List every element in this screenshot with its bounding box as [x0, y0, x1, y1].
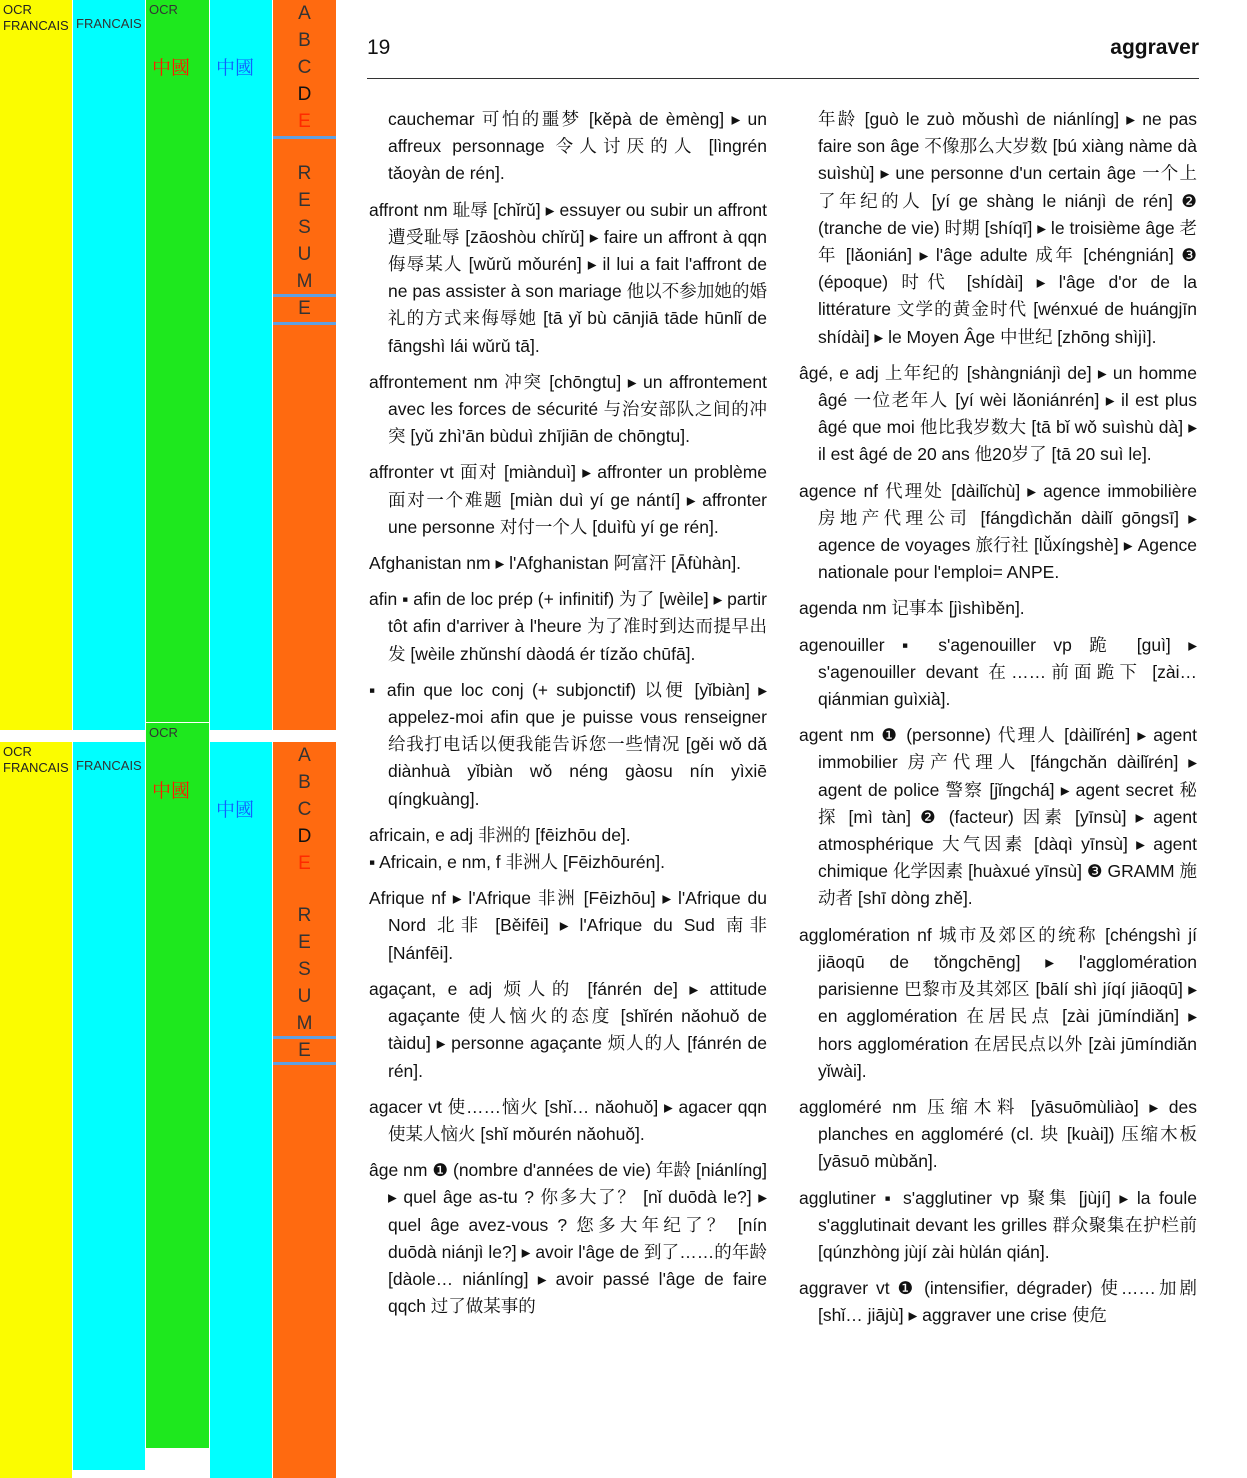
sidebar-francais-lower[interactable] [73, 742, 145, 1470]
letter-a-lower[interactable]: A [298, 745, 311, 766]
entry-age: âge nm ❶ (nombre d'années de vie) 年龄 [niánlíng] ▸ quel âge as-tu ? 你多大了？ [nǐ duōdà le?] ▸ quel âge avez-vous ? 您多大年纪了？ [nín duōdà niánjì le?] ▸ avoir l'âge de 到了……的年龄 [dàole… niánlíng] ▸ avoir passé l'âge de faire qqch 过了做某事的 [369, 1160, 767, 1317]
resume-letters-lower [273, 902, 336, 1064]
separator-resume-bottom-lower [273, 1062, 336, 1065]
entry-aggraver: aggraver vt ❶ (intensifier, dégrader) 使……加剧 [shǐ… jiājù] ▸ aggraver une crise 使危 [799, 1278, 1197, 1326]
separator-resume-mid [273, 294, 336, 297]
entry-agence: agence nf 代理处 [dàilǐchù] ▸ agence immobilière 房地产代理公司 [fángdìchǎn dàilǐ gōngsī] ▸ agence de voyages 旅行社 [lǚxíngshè] ▸ Agence nationale pour l'emploi= ANPE. [799, 480, 1197, 583]
entry-agacant: agaçant, e adj 烦人的 [fánrén de] ▸ attitude agaçante 使人恼火的态度 [shǐrén nǎohuǒ de tàidu] ▸ personne agaçante 烦人的人 [fánrén de rén]. [369, 978, 767, 1081]
ocr-label-lower: OCR [149, 725, 178, 740]
left-column [369, 106, 767, 1329]
resume-letter-e-lower[interactable]: E [298, 932, 311, 953]
zhongguo-red-label: 中國 [152, 57, 191, 79]
francais-label: FRANCAIS [76, 16, 142, 31]
letter-c[interactable]: C [297, 57, 312, 78]
entry-age-cont: 年龄 [guò le zuò mǒushì de niánlíng] ▸ ne pas faire son âge 不像那么大岁数 [bú xiàng nàme dà suìshù] ▸ une personne d'un certain âge 一个上了年纪的人 [yí ge shàng le niánjì de rén] ❷ (tranche de vie) 时期 [shíqī] ▸ le troisième âge 老年 [lǎonián] ▸ l'âge adulte 成年 [chéngnián] ❸ (époque) 时代 [shídài] ▸ l'âge d'or de la littérature 文学的黄金时代 [wénxué de huángjīn shídài] ▸ le Moyen Âge 中世纪 [zhōng shìjì]. [818, 109, 1197, 347]
entry-agglomeration: agglomération nf 城市及郊区的统称 [chéngshì jí jiāoqū de tǒngchēng] ▸ l'agglomération parisienne 巴黎市及其郊区 [bālí shì jíqí jiāoqū] ▸ en agglomération 在居民点 [zài jūmíndiǎn] ▸ hors agglomération 在居民点以外 [zài jūmíndiǎn yǐwài]. [799, 924, 1197, 1081]
entry-affronter: affronter vt 面对 [miànduì] ▸ affronter un problème 面对一个难题 [miàn duì yí ge nántí] ▸ affronter une personne 对付一个人 [duìfù yí ge rén]. [369, 462, 767, 537]
resume-letter-s[interactable]: S [298, 217, 311, 238]
resume-letter-m-lower[interactable]: M [296, 1013, 313, 1034]
sidebar-francais-upper[interactable] [73, 0, 145, 730]
ocr-francais-label: OCR FRANCAIS [3, 2, 69, 33]
alphabet-letters [273, 0, 336, 135]
letter-e-lower[interactable]: E [298, 853, 311, 874]
ocr-label: OCR [149, 2, 178, 17]
header-rule [367, 78, 1199, 79]
resume-letter-u-lower[interactable]: U [297, 986, 312, 1007]
sidebar-zhongguo-upper[interactable] [210, 0, 272, 730]
resume-letter-r[interactable]: R [297, 163, 312, 184]
ocr-francais-label-lower: OCR FRANCAIS [3, 744, 69, 775]
entry-affrontement: affrontement nm 冲突 [chōngtu] ▸ un affrontement avec les forces de sécurité 与治安部队之间的冲突 [yǔ zhì'ān bùduì zhījiān de chōngtu]. [369, 371, 767, 447]
sidebar-ocr-francais-upper[interactable] [0, 0, 72, 730]
page-number: 19 [367, 36, 391, 59]
zhongguo-blue-label-lower: 中國 [216, 799, 255, 821]
letter-a[interactable]: A [298, 3, 311, 24]
entry-agacer: agacer vt 使……恼火 [shǐ… nǎohuǒ] ▸ agacer qqn 使某人恼火 [shǐ mǒurén nǎohuǒ]. [369, 1096, 767, 1144]
entry-africain: africain, e adj 非洲的 [fēizhōu de]. [369, 824, 631, 845]
alphabet-letters-lower [273, 742, 336, 877]
entry-agenouiller: agenouiller ▪ s'agenouiller vp 跪 [guì] ▸ s'agenouiller devant 在……前面跪下 [zài… qiánmian guìxià]. [799, 634, 1197, 710]
resume-letter-s-lower[interactable]: S [298, 959, 311, 980]
dictionary-page [343, 0, 1247, 1478]
resume-letter-r-lower[interactable]: R [297, 905, 312, 926]
resume-letter-e2-lower[interactable]: E [298, 1040, 311, 1061]
letter-e[interactable]: E [298, 111, 311, 132]
entry-afin-que: ▪ afin que loc conj (+ subjonctif) 以便 [yǐbiàn] ▸ appelez-moi afin que je puisse vous renseigner 给我打电话以便我能告诉您一些情况 [gěi wǒ dǎ diànhuà yǐbiàn wǒ néng gàosu nín yìxiē qíngkuàng]. [369, 679, 767, 809]
entry-agenda: agenda nm 记事本 [jìshìběn]. [799, 598, 1025, 619]
resume-letters [273, 160, 336, 322]
resume-letter-m[interactable]: M [296, 271, 313, 292]
guide-word: aggraver [1110, 36, 1199, 59]
resume-letter-e2[interactable]: E [298, 298, 311, 319]
entry-agglomere: aggloméré nm 压缩木料 [yāsuōmùliào] ▸ des planches en aggloméré (cl. 块 [kuài]) 压缩木板 [yāsuō mùbǎn]. [799, 1096, 1197, 1172]
zhongguo-blue-label: 中國 [216, 57, 255, 79]
sidebar-alphabet-lower[interactable] [273, 742, 336, 1478]
sidebar-alphabet-upper[interactable] [273, 0, 336, 730]
sidebar-ocr-francais-lower[interactable] [0, 742, 72, 1478]
separator-resume-mid-lower [273, 1036, 336, 1039]
entry-agglutiner: agglutiner ▪ s'agglutiner vp 聚集 [jùjí] ▸ la foule s'agglutinait devant les grilles 群众聚集在护栏前 [qúnzhòng jùjí zài hùlán qián]. [799, 1187, 1197, 1262]
right-column [799, 106, 1197, 1339]
entry-cauchemar-cont: cauchemar 可怕的噩梦 [kěpà de èmèng] ▸ un affreux personnage 令人讨厌的人 [lìngrén tǎoyàn de rén]. [388, 109, 767, 184]
separator-top [273, 136, 336, 139]
separator-resume-bottom [273, 322, 336, 325]
entry-afrique: Afrique nf ▸ l'Afrique 非洲 [Fēizhōu] ▸ l'Afrique du Nord 北非 [Běifēi] ▸ l'Afrique du Sud 南非 [Nánfēi]. [369, 888, 767, 963]
sidebar-ocr-zhongguo-upper[interactable] [146, 0, 209, 722]
sidebar-zhongguo-lower[interactable] [210, 742, 272, 1478]
letter-d[interactable]: D [297, 84, 312, 105]
entry-affront: affront nm 耻辱 [chǐrǔ] ▸ essuyer ou subir un affront 遭受耻辱 [zāoshòu chǐrǔ] ▸ faire un affront à qqn 侮辱某人 [wǔrǔ mǒurén] ▸ il lui a fait l'affront de ne pas assister à son mariage 他以不参加她的婚礼的方式来侮辱她 [tā yǐ bù cānjiā tāde hūnlǐ de fāngshì lái wǔrǔ tā]. [369, 199, 767, 356]
letter-c-lower[interactable]: C [297, 799, 312, 820]
entry-age-adj: âgé, e adj 上年纪的 [shàngniánjì de] ▸ un homme âgé 一位老年人 [yí wèi lǎoniánrén] ▸ il est plus âgé que moi 他比我岁数大 [tā bǐ wǒ suìshù dà] ▸ il est âgé de 20 ans 他20岁了 [tā 20 suì le]. [799, 362, 1197, 465]
entry-agent: agent nm ❶ (personne) 代理人 [dàilǐrén] ▸ agent immobilier 房产代理人 [fángchǎn dàilǐrén] ▸ agent de police 警察 [jǐngchá] ▸ agent secret 秘探 [mì tàn] ❷ (facteur) 因素 [yīnsù] ▸ agent atmosphérique 大气因素 [dàqì yīnsù] ▸ agent chimique 化学因素 [huàxué yīnsù] ❸ GRAMM 施动者 [shī dòng zhě]. [799, 725, 1197, 909]
entry-afghanistan: Afghanistan nm ▸ l'Afghanistan 阿富汗 [Āfùhàn]. [369, 553, 742, 574]
entry-africain-noun: ▪ Africain, e nm, f 非洲人 [Fēizhōurén]. [369, 852, 666, 873]
entry-afin: afin ▪ afin de loc prép (+ infinitif) 为了 [wèile] ▸ partir tôt afin d'arriver à l'heure 为了准时到达而提早出发 [wèile zhǔnshí dàodá ér tízǎo chūfā]. [369, 589, 767, 664]
letter-b-lower[interactable]: B [298, 772, 311, 793]
sidebar-ocr-zhongguo-lower[interactable] [146, 723, 209, 1448]
zhongguo-red-label-lower: 中國 [152, 780, 191, 802]
letter-d-lower[interactable]: D [297, 826, 312, 847]
resume-letter-u[interactable]: U [297, 244, 312, 265]
francais-label-lower: FRANCAIS [76, 758, 142, 773]
resume-letter-e[interactable]: E [298, 190, 311, 211]
letter-b[interactable]: B [298, 30, 311, 51]
